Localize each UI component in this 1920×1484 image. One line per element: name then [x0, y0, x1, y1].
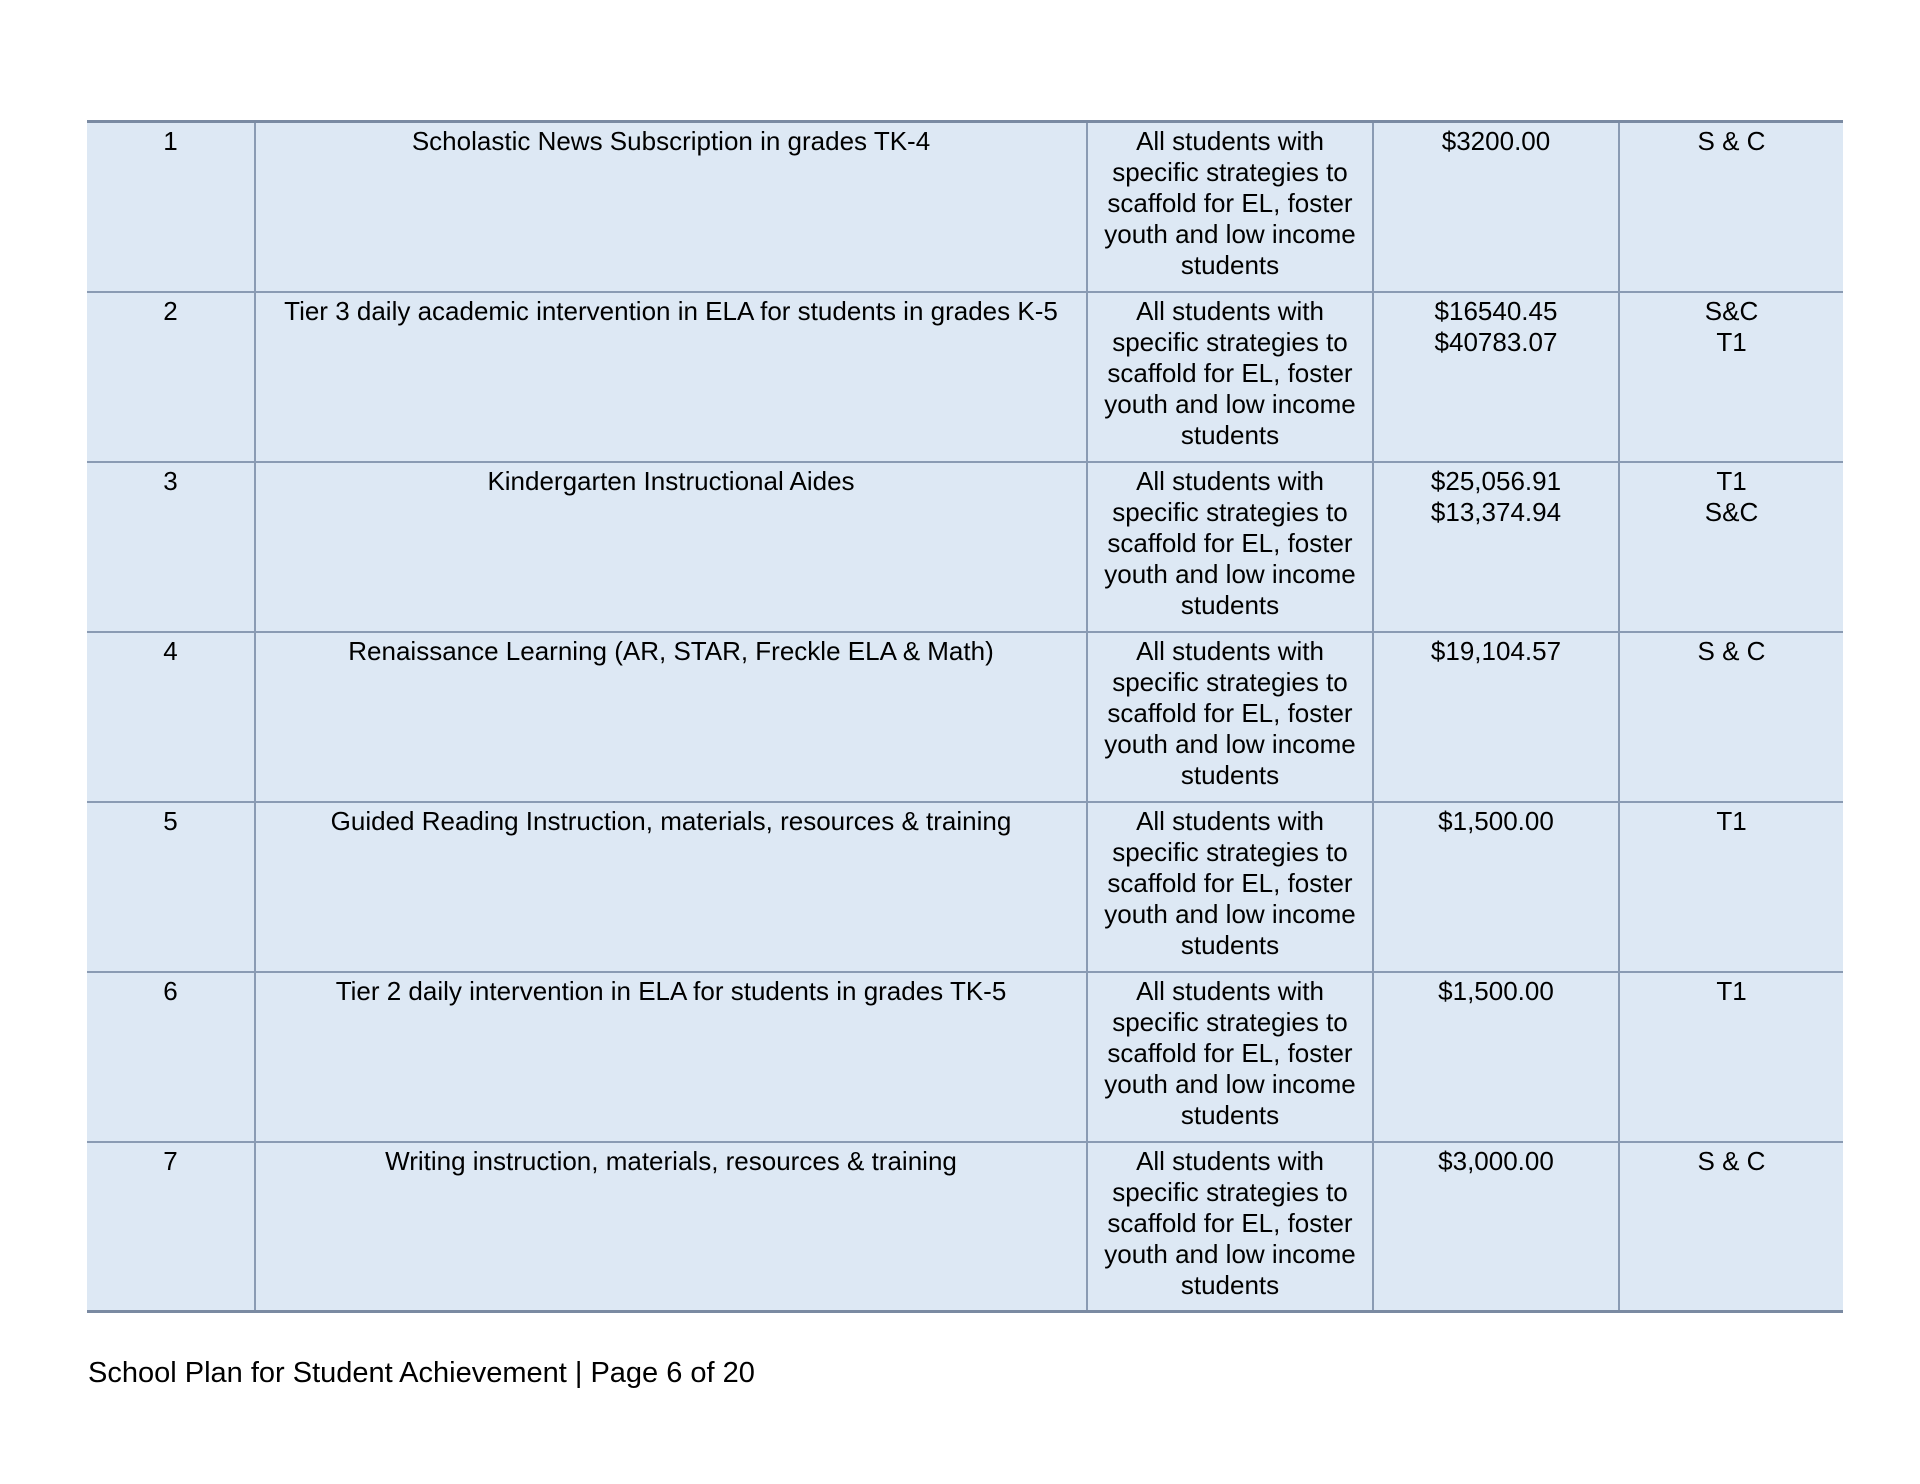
funding-source-line: T1: [1716, 975, 1747, 1006]
funding-source-line: S & C: [1697, 635, 1766, 666]
row-number: 4: [87, 632, 255, 802]
table-row: [87, 292, 1843, 462]
table-row: [87, 1142, 1843, 1312]
funding-source-line: S&C: [1704, 496, 1759, 527]
students-served: All students with specific strategies to scaffold for EL, foster youth and low income students: [1087, 802, 1373, 972]
strategy-table: [87, 120, 1843, 1313]
proposed-expenditure-line: $3200.00: [1441, 126, 1551, 156]
row-number: 5: [87, 802, 255, 972]
funding-source-line: T1: [1716, 326, 1747, 357]
proposed-expenditure: [1373, 632, 1619, 802]
proposed-expenditure-line: $25,056.91: [1430, 465, 1562, 496]
action-description: Writing instruction, materials, resources & training: [255, 1142, 1087, 1312]
funding-source-line: T1: [1716, 465, 1747, 496]
students-served: All students with specific strategies to scaffold for EL, foster youth and low income students: [1087, 972, 1373, 1142]
proposed-expenditure: [1373, 1142, 1619, 1312]
funding-source: [1619, 1142, 1843, 1312]
funding-source: [1619, 122, 1843, 292]
proposed-expenditure: [1373, 122, 1619, 292]
proposed-expenditure: [1373, 972, 1619, 1142]
proposed-expenditure-line: $16540.45: [1434, 295, 1558, 326]
action-description: Tier 2 daily intervention in ELA for students in grades TK-5: [255, 972, 1087, 1142]
table-row: [87, 122, 1843, 292]
table-row: [87, 972, 1843, 1142]
row-number: 2: [87, 292, 255, 462]
proposed-expenditure: [1373, 462, 1619, 632]
funding-source: [1619, 462, 1843, 632]
students-served: All students with specific strategies to scaffold for EL, foster youth and low income students: [1087, 632, 1373, 802]
funding-source: [1619, 632, 1843, 802]
proposed-expenditure-line: $3,000.00: [1438, 1145, 1554, 1176]
students-served: All students with specific strategies to scaffold for EL, foster youth and low income students: [1087, 1142, 1373, 1312]
row-number: 6: [87, 972, 255, 1142]
action-description: Tier 3 daily academic intervention in ELA for students in grades K-5: [255, 292, 1087, 462]
proposed-expenditure-line: $1,500.00: [1438, 975, 1554, 1006]
row-number: 1: [87, 122, 255, 292]
funding-source-line: S&C: [1704, 295, 1759, 326]
proposed-expenditure-line: $1,500.00: [1438, 805, 1554, 836]
students-served: All students with specific strategies to scaffold for EL, foster youth and low income students: [1087, 292, 1373, 462]
table-row: [87, 632, 1843, 802]
students-served: All students with specific strategies to scaffold for EL, foster youth and low income students: [1087, 122, 1373, 292]
action-description: Kindergarten Instructional Aides: [255, 462, 1087, 632]
funding-source-line: S & C: [1697, 1145, 1766, 1176]
funding-source: [1619, 292, 1843, 462]
proposed-expenditure-line: $13,374.94: [1430, 496, 1562, 527]
funding-source-line: T1: [1716, 805, 1747, 836]
proposed-expenditure: [1373, 292, 1619, 462]
strategy-table-body: [87, 122, 1843, 1312]
funding-source-line: S & C: [1697, 126, 1766, 156]
students-served: All students with specific strategies to scaffold for EL, foster youth and low income students: [1087, 462, 1373, 632]
action-description: Guided Reading Instruction, materials, resources & training: [255, 802, 1087, 972]
proposed-expenditure-line: $40783.07: [1434, 326, 1558, 357]
table-row: [87, 802, 1843, 972]
funding-source: [1619, 972, 1843, 1142]
row-number: 7: [87, 1142, 255, 1312]
proposed-expenditure-line: $19,104.57: [1430, 635, 1562, 666]
action-description: Scholastic News Subscription in grades TK-4: [255, 122, 1087, 292]
page-footer: School Plan for Student Achievement | Page 6 of 20: [88, 1357, 755, 1389]
row-number: 3: [87, 462, 255, 632]
proposed-expenditure: [1373, 802, 1619, 972]
funding-source: [1619, 802, 1843, 972]
action-description: Renaissance Learning (AR, STAR, Freckle ELA & Math): [255, 632, 1087, 802]
table-row: [87, 462, 1843, 632]
